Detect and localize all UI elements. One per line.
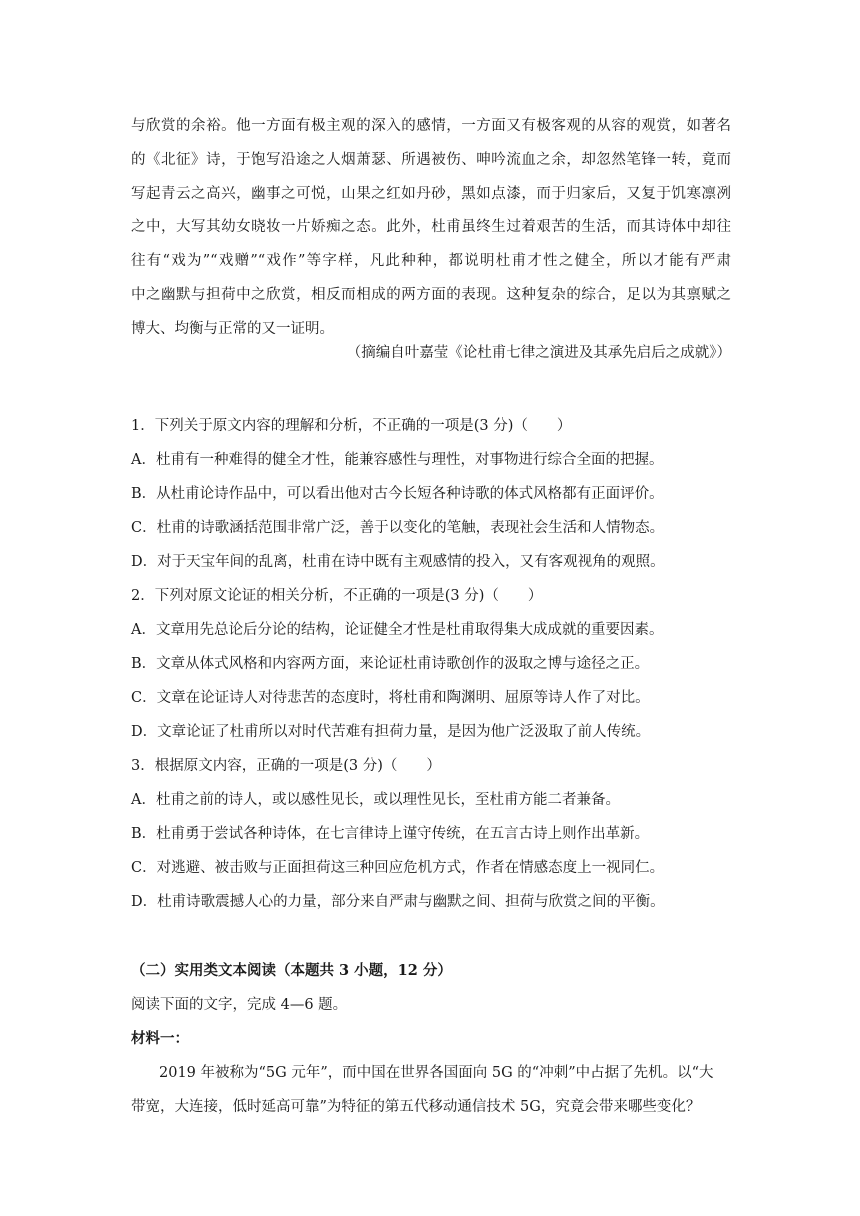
question-1-option-c: C．杜甫的诗歌涵括范围非常广泛，善于以变化的笔触，表现社会生活和人情物态。 — [131, 520, 665, 536]
section-instruction: 阅读下面的文字，完成 4—6 题。 — [131, 997, 348, 1013]
question-2-option-d: D．文章论证了杜甫所以对时代苦难有担荷力量，是因为他广泛汲取了前人传统。 — [131, 724, 651, 740]
passage-line: 之中，大写其幼女晓妆一片娇痴之态。此外，杜甫虽终生过着艰苦的生活，而其诗体中却往 — [131, 219, 731, 236]
question-2-option-a: A．文章用先总论后分论的结构，论证健全才性是杜甫取得集大成成就的重要因素。 — [131, 622, 664, 638]
material-line: 2019 年被称为“5G 元年”，而中国在世界各国面向 5G 的“冲刺”中占据了先机。以“大 — [159, 1065, 714, 1081]
passage-line: 与欣赏的余裕。他一方面有极主观的深入的感情，一方面又有极客观的从容的观赏，如著名 — [131, 118, 731, 134]
question-2-option-b: B．文章从体式风格和内容两方面，来论证杜甫诗歌创作的汲取之博与途径之正。 — [131, 656, 650, 672]
question-1-option-b: B．从杜甫论诗作品中，可以看出他对古今长短各种诗歌的体式风格都有正面评价。 — [131, 486, 664, 502]
passage-line: 写起青云之高兴，幽事之可悦，山果之红如丹砂，黑如点漆，而于归家后，又复于饥寒凛冽 — [131, 185, 731, 202]
question-2-stem: 2．下列对原文论证的相关分析，不正确的一项是(3 分)（ ） — [131, 588, 543, 604]
passage-line: 博大、均衡与正常的又一证明。 — [131, 320, 334, 337]
material-label: 材料一： — [131, 1030, 189, 1047]
question-1-option-d: D．对于天宝年间的乱离，杜甫在诗中既有主观感情的投入，又有客观视角的观照。 — [131, 554, 665, 570]
question-1-option-a: A．杜甫有一种难得的健全才性，能兼容感性与理性，对事物进行综合全面的把握。 — [131, 452, 664, 468]
passage-line: 往有“戏为”“戏赠”“戏作”等字样，凡此种种，都说明杜甫才性之健全，所以才能有严肃 — [131, 253, 731, 270]
passage-line: 中之幽默与担荷中之欣赏，相反而相成的两方面的表现。这种复杂的综合，足以为其禀赋之 — [131, 286, 731, 303]
section-heading: （二）实用类文本阅读（本题共 3 小题，12 分） — [131, 962, 452, 979]
question-1-stem: 1．下列关于原文内容的理解和分析，不正确的一项是(3 分)（ ） — [131, 418, 572, 434]
passage-line: 的《北征》诗，于饱写沿途之人烟萧瑟、所遇被伤、呻吟流血之余，却忽然笔锋一转，竟而 — [131, 151, 731, 168]
material-line: 带宽，大连接，低时延高可靠”为特征的第五代移动通信技术 5G，究竟会带来哪些变化？ — [131, 1099, 701, 1115]
question-3-option-b: B．杜甫勇于尝试各种诗体，在七言律诗上谨守传统，在五言古诗上则作出革新。 — [131, 826, 650, 842]
passage-source: （摘编自叶嘉莹《论杜甫七律之演进及其承先启后之成就》） — [346, 345, 731, 361]
question-3-option-a: A．杜甫之前的诗人，或以感性见长，或以理性见长，至杜甫方能二者兼备。 — [131, 792, 620, 808]
question-2-option-c: C．文章在论证诗人对待悲苦的态度时，将杜甫和陶渊明、屈原等诗人作了对比。 — [131, 690, 650, 706]
question-3-option-d: D．杜甫诗歌震撼人心的力量，部分来自严肃与幽默之间、担荷与欣赏之间的平衡。 — [131, 894, 665, 910]
question-3-option-c: C．对逃避、被击败与正面担荷这三种回应危机方式，作者在情感态度上一视同仁。 — [131, 860, 665, 876]
question-3-stem: 3．根据原文内容，正确的一项是(3 分)（ ） — [131, 758, 441, 774]
passage-paragraph — [131, 110, 731, 347]
